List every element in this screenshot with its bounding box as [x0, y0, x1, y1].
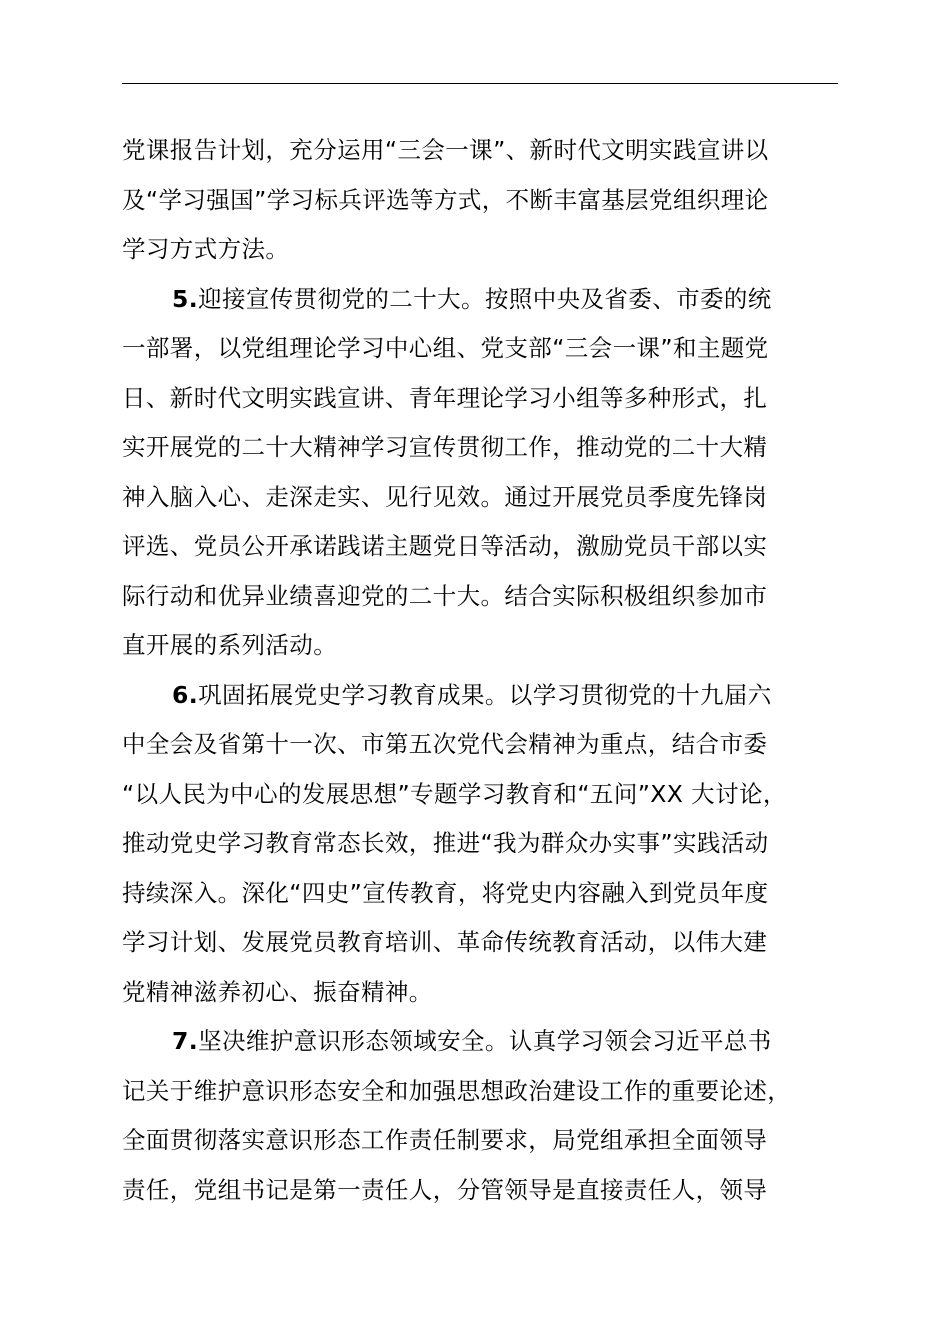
paragraph-item-5: [122, 275, 838, 671]
text-line: [122, 671, 838, 721]
text-line: 中全会及省第十一次、市第五次党代会精神为重点，结合市委: [122, 730, 768, 758]
item-heading-line: 迎接宣传贯彻党的二十大。按照中央及省委、市委的统: [198, 284, 772, 313]
text-line: “以人民为中心的发展思想”专题学习教育和“五问”XX 大讨论，: [122, 779, 787, 808]
item-heading-line: 巩固拓展党史学习教育成果。以学习贯彻党的十九届六: [198, 680, 772, 709]
text-line: [122, 275, 838, 325]
text-line: 神入脑入心、走深走实、见行见效。通过开展党员季度先锋岗: [122, 482, 768, 511]
item-number: 7.: [172, 1027, 199, 1055]
text-line: 直开展的系列活动。: [122, 631, 338, 659]
text-line: 记关于维护意识形态安全和加强思想政治建设工作的重要论述，: [122, 1076, 792, 1105]
text-line: 一部署，以党组理论学习中心组、党支部“三会一课”和主题党: [122, 334, 769, 362]
item-number: 6.: [172, 680, 199, 709]
text-line: 持续深入。深化“四史”宣传教育，将党史内容融入到党员年度: [122, 878, 769, 907]
paragraph-continuation: [122, 126, 838, 275]
text-line: 及“学习强国”学习标兵评选等方式，不断丰富基层党组织理论: [122, 185, 769, 214]
text-line: 学习计划、发展党员教育培训、革命传统教育活动，以伟大建: [122, 928, 768, 956]
text-line: 党课报告计划，充分运用“三会一课”、新时代文明实践宣讲以: [122, 136, 769, 164]
text-line: 责任，党组书记是第一责任人，分管领导是直接责任人，领导: [122, 1175, 768, 1204]
paragraph-item-7: [122, 1017, 838, 1215]
header-rule: [122, 83, 838, 84]
paragraph-item-6: [122, 671, 838, 1018]
text-line: 际行动和优异业绩喜迎党的二十大。结合实际积极组织参加市: [122, 581, 768, 610]
document-body: [122, 126, 838, 1215]
text-line: 日、新时代文明实践宣讲、青年理论学习小组等多种形式，扎: [122, 383, 768, 412]
text-line: 推动党史学习教育常态长效，推进“我为群众办实事”实践活动: [122, 829, 769, 857]
text-line: 评选、党员公开承诺践诺主题党日等活动，激励党员干部以实: [122, 532, 768, 560]
text-line: [122, 1017, 838, 1067]
item-heading-line: 坚决维护意识形态领域安全。认真学习领会习近平总书: [198, 1027, 772, 1055]
text-line: 实开展党的二十大精神学习宣传贯彻工作，推动党的二十大精: [122, 433, 768, 461]
text-line: 学习方式方法。: [122, 235, 290, 263]
item-number: 5.: [172, 284, 199, 313]
text-line: 全面贯彻落实意识形态工作责任制要求，局党组承担全面领导: [122, 1126, 768, 1154]
text-line: 党精神滋养初心、振奋精神。: [122, 977, 433, 1006]
